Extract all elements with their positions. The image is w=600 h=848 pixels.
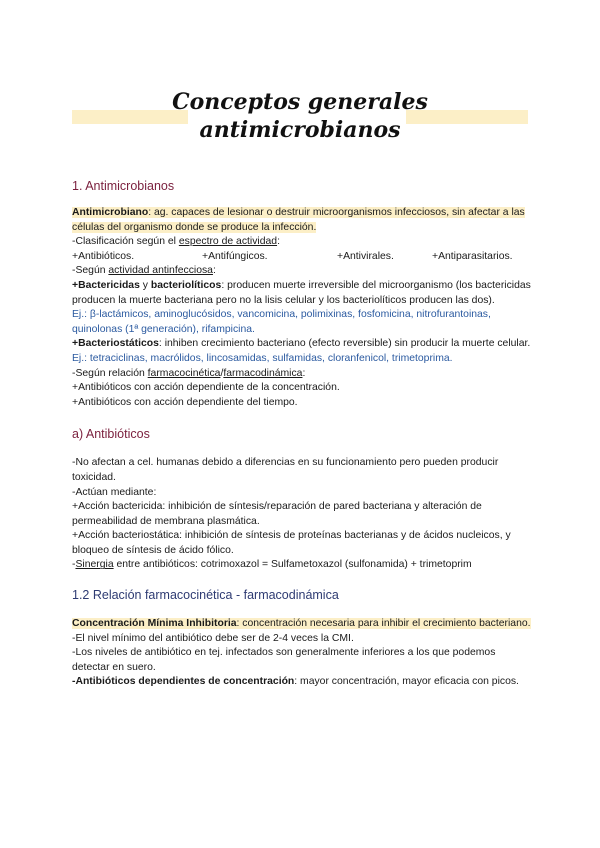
- section-heading-antimicrobianos: 1. Antimicrobianos: [72, 179, 175, 193]
- type-item: +Antifúngicos.: [202, 250, 268, 262]
- page-title-line1: Conceptos generales: [172, 89, 428, 115]
- title-block: [0, 86, 600, 146]
- bactericidas-text: : producen muerte irreversible del microorganismo (los bactericidas producen la muerte bacteriana pero no la lisis celular y los bacteriolíticos producen las dos).: [72, 279, 531, 306]
- time-dependent-line: +Antibióticos con acción dependiente del tiempo.: [72, 396, 298, 408]
- spectrum-term: espectro de actividad: [178, 236, 278, 248]
- section-heading-antibioticos: a) Antibióticos: [72, 427, 150, 442]
- conjunction: y: [139, 279, 151, 291]
- cmi-term: Concentración Mínima Inhibitoria: [72, 618, 237, 630]
- activity-suffix: :: [212, 265, 216, 277]
- spectrum-prefix: -Clasificación según el: [72, 236, 179, 248]
- type-item: +Antibióticos.: [72, 250, 135, 262]
- bactericidas-term: +Bactericidas: [72, 279, 140, 291]
- antibiotics-line-1: -No afectan a cel. humanas debido a diferencias en su funcionamiento pero pueden producir toxicidad.: [72, 457, 499, 483]
- synergy-term: Sinergia: [75, 559, 114, 571]
- type-item: +Antivirales.: [337, 250, 394, 262]
- pkpd-slash: /: [220, 367, 224, 379]
- document-body: [72, 176, 532, 690]
- pkpd-line-2: -Los niveles de antibiótico en tej. infectados son generalmente inferiores a los que podemos detectar en suero.: [72, 647, 496, 673]
- pkpd-line: [72, 367, 532, 382]
- dependent-concentration-paragraph: [72, 675, 532, 690]
- definition-term: Antimicrobiano: [72, 207, 149, 218]
- section-heading-pkpd: 1.2 Relación farmacocinética - farmacodinámica: [72, 588, 339, 603]
- pkpd-prefix: -Según relación: [72, 367, 148, 379]
- bacteriolyticos-term: bacteriolíticos: [150, 279, 222, 291]
- pk-term: farmacocinética: [147, 367, 221, 379]
- bacteriostaticos-term: +Bacteriostáticos: [72, 338, 159, 350]
- page-title-line2: antimicrobianos: [199, 117, 401, 143]
- spectrum-line: [72, 235, 532, 250]
- cmi-paragraph: [72, 617, 532, 632]
- antibiotics-line-3: +Acción bactericida: inhibición de síntesis/reparación de pared bacteriana y alteración de permeabilidad de membrana plasmática.: [72, 501, 482, 527]
- synergy-line: [72, 558, 532, 573]
- concentration-dependent-line: +Antibióticos con acción dependiente de la concentración.: [72, 382, 340, 394]
- synergy-prefix: -: [72, 559, 76, 571]
- pkpd-suffix: :: [302, 367, 306, 379]
- activity-term: actividad antinfecciosa: [108, 265, 213, 277]
- antimicrobial-types-row: [72, 250, 532, 265]
- type-item: +Antiparasitarios.: [432, 250, 513, 262]
- bacteriostaticos-example: Ej.: tetraciclinas, macrólidos, lincosamidas, sulfamidas, cloranfenicol, trimetoprima.: [72, 352, 453, 364]
- cmi-text: : concentración necesaria para inhibir el crecimiento bacteriano.: [236, 618, 531, 630]
- bactericidas-example: Ej.: β-lactámicos, aminoglucósidos, vancomicina, polimixinas, fosfomicina, nitrofurantoinas, quinolonas (1ª generación), rifampicina.: [72, 309, 491, 335]
- bacteriostaticos-paragraph: [72, 337, 532, 352]
- spectrum-suffix: :: [277, 236, 280, 248]
- antibiotics-line-4: +Acción bacteriostática: inhibición de síntesis de proteínas bacterianas y de ácidos nucleicos, y bloqueo de síntesis de ácido fólico.: [72, 530, 511, 556]
- definition-text: : ag. capaces de lesionar o destruir microorganismos infecciosos, sin afectar a las células del organismo donde se produce la infección.: [72, 207, 525, 233]
- activity-prefix: -Según: [72, 265, 109, 277]
- bactericidas-paragraph: [72, 279, 532, 308]
- pkpd-line-1: -El nivel mínimo del antibiótico debe ser de 2-4 veces la CMI.: [72, 632, 354, 644]
- synergy-text: entre antibióticos: cotrimoxazol = Sulfametoxazol (sulfonamida) + trimetoprim: [113, 559, 472, 571]
- dependent-term: -Antibióticos dependientes de concentración: [72, 676, 295, 688]
- dependent-text: : mayor concentración, mayor eficacia con picos.: [294, 676, 519, 688]
- pd-term: farmacodinámica: [223, 367, 303, 379]
- bacteriostaticos-text: : inhiben crecimiento bacteriano (efecto reversible) sin producir la muerte celular.: [158, 338, 531, 350]
- activity-line: [72, 264, 532, 279]
- definition-paragraph: [72, 206, 532, 235]
- antibiotics-line-2: -Actúan mediante:: [72, 486, 157, 498]
